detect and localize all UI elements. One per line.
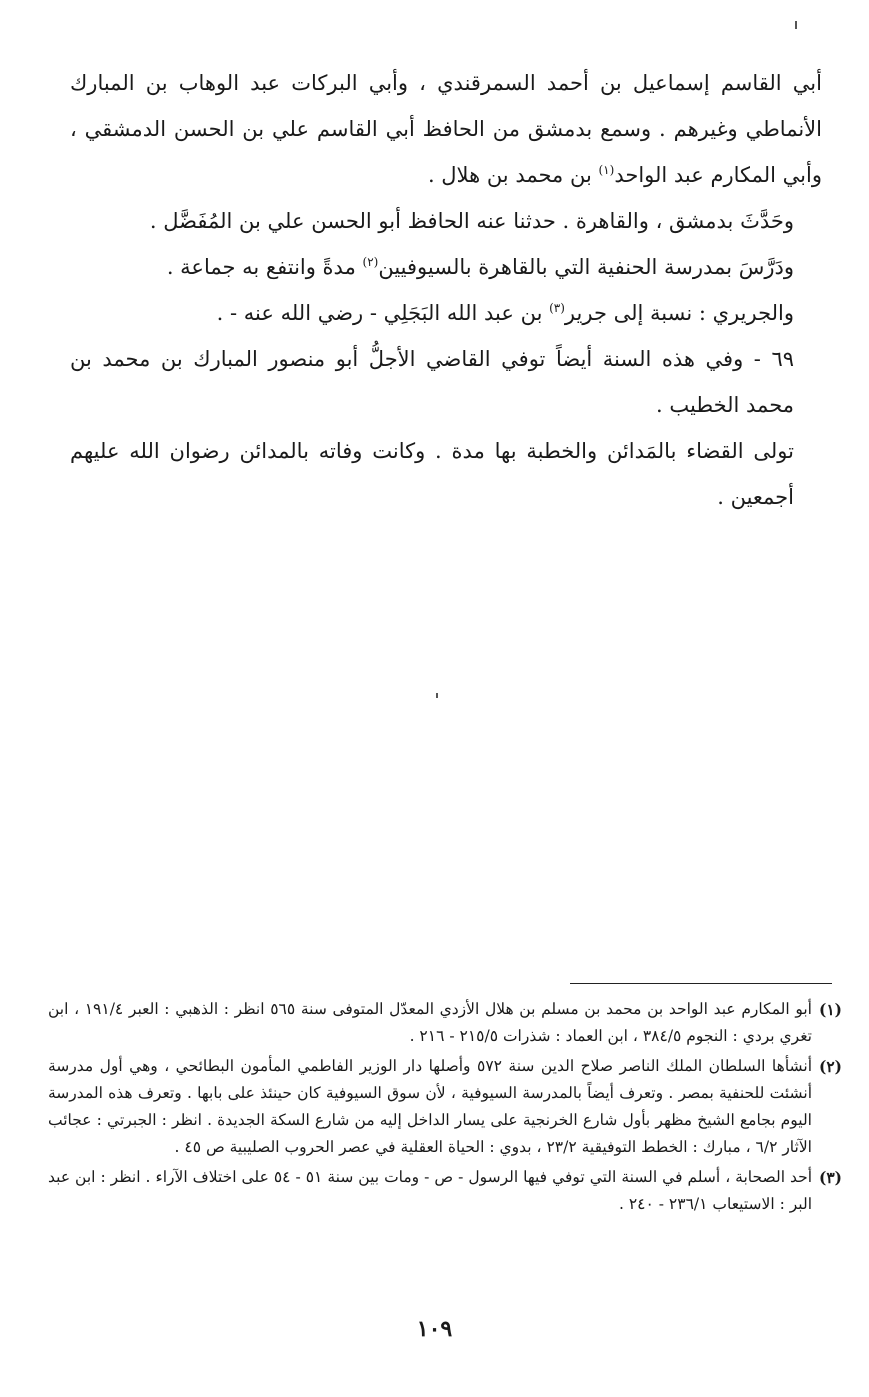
footnote-1 <box>48 996 842 1050</box>
footnote-ref-3[interactable]: (٣) <box>549 301 565 315</box>
footnote-text: أبو المكارم عبد الواحد بن محمد بن مسلم بن هلال الأزدي المعدّل المتوفى سنة ٥٦٥ انظر : الذهبي : العبر ١٩١/٤ ، ابن تغري بردي : النجوم ٣٨٤/٥ ، ابن العماد : شذرات ٢١٥/٥ - ٢١٦ . <box>48 1000 812 1045</box>
footnote-divider <box>570 983 832 984</box>
paragraph-1 <box>70 60 822 198</box>
paragraph-4-text: والجريري : نسبة إلى جرير <box>564 301 794 325</box>
footnote-text: أنشأها السلطان الملك الناصر صلاح الدين سنة ٥٧٢ وأصلها دار الوزير الفاطمي المأمون البطائحي ، وهي أول مدرسة أنشئت للحنفية بمصر . وتعرف أيضاً بالمدرسة السيوفية ، لأن سوق السيوفية كان حينئذ على بابها . وتعرف هذه المدرسة اليوم بجامع الشيخ مظهر بأول شارع الخرنجية على يسار الداخل إليه من شارع السكة الجديدة . انظر : الجبرتي : عجائب الآثار ٦/٢ ، مبارك : الخطط التوفيقية ٢٣/٢ ، بدوي : الحياة العقلية في عصر الحروب الصليبية ص ٤٥ . <box>48 1057 813 1156</box>
scan-speck <box>436 693 438 698</box>
footnote-ref-1[interactable]: (١) <box>598 163 615 177</box>
paragraph-6: تولى القضاء بالمَدائن والخطبة بها مدة . وكانت وفاته بالمدائن رضوان الله عليهم أجمعين . <box>70 439 794 509</box>
footnote-3 <box>48 1164 842 1218</box>
footnote-number: (٣) <box>818 1168 842 1187</box>
paragraph-3 <box>70 244 822 290</box>
footnotes-section <box>48 996 842 1221</box>
page-number: ١٠٩ <box>416 1316 453 1342</box>
paragraph-3-tail: مدةً وانتفع به جماعة . <box>166 255 363 279</box>
paragraph-1-tail: بن محمد بن هلال . <box>427 163 599 187</box>
paragraph-2: وحَدَّثَ بدمشق ، والقاهرة . حدثنا عنه الحافظ أبو الحسن علي بن المُفَضَّل . <box>149 209 794 233</box>
paragraph-4 <box>70 290 822 336</box>
paragraph-5-entry-69: ٦٩ - وفي هذه السنة أيضاً توفي القاضي الأجلُّ أبو منصور المبارك بن محمد بن محمد الخطيب . <box>70 347 794 417</box>
footnote-ref-2[interactable]: (٢) <box>362 255 379 269</box>
footnote-2 <box>48 1053 842 1161</box>
paragraph-3-text: ودَرَّسَ بمدرسة الحنفية التي بالقاهرة بالسيوفيين <box>378 255 794 279</box>
paragraph-1-text: أبي القاسم إسماعيل بن أحمد السمرقندي ، وأبي البركات عبد الوهاب بن المبارك الأنماطي وغيرهم . وسمع بدمشق من الحافظ أبي القاسم علي بن الحسن الدمشقي ، وأبي المكارم عبد الواحد <box>70 71 822 187</box>
footnote-number: (١) <box>818 1000 842 1019</box>
main-text-body <box>70 60 822 520</box>
scan-speck <box>795 21 797 29</box>
footnote-number: (٢) <box>818 1057 842 1076</box>
paragraph-4-tail: بن عبد الله البَجَلِي - رضي الله عنه - . <box>216 301 550 325</box>
footnote-text: أحد الصحابة ، أسلم في السنة التي توفي فيها الرسول - ص - ومات بين سنة ٥١ - ٥٤ على اختلاف الآراء . انظر : ابن عبد البر : الاستيعاب ٢٣٦/١ - ٢٤٠ . <box>48 1168 813 1213</box>
